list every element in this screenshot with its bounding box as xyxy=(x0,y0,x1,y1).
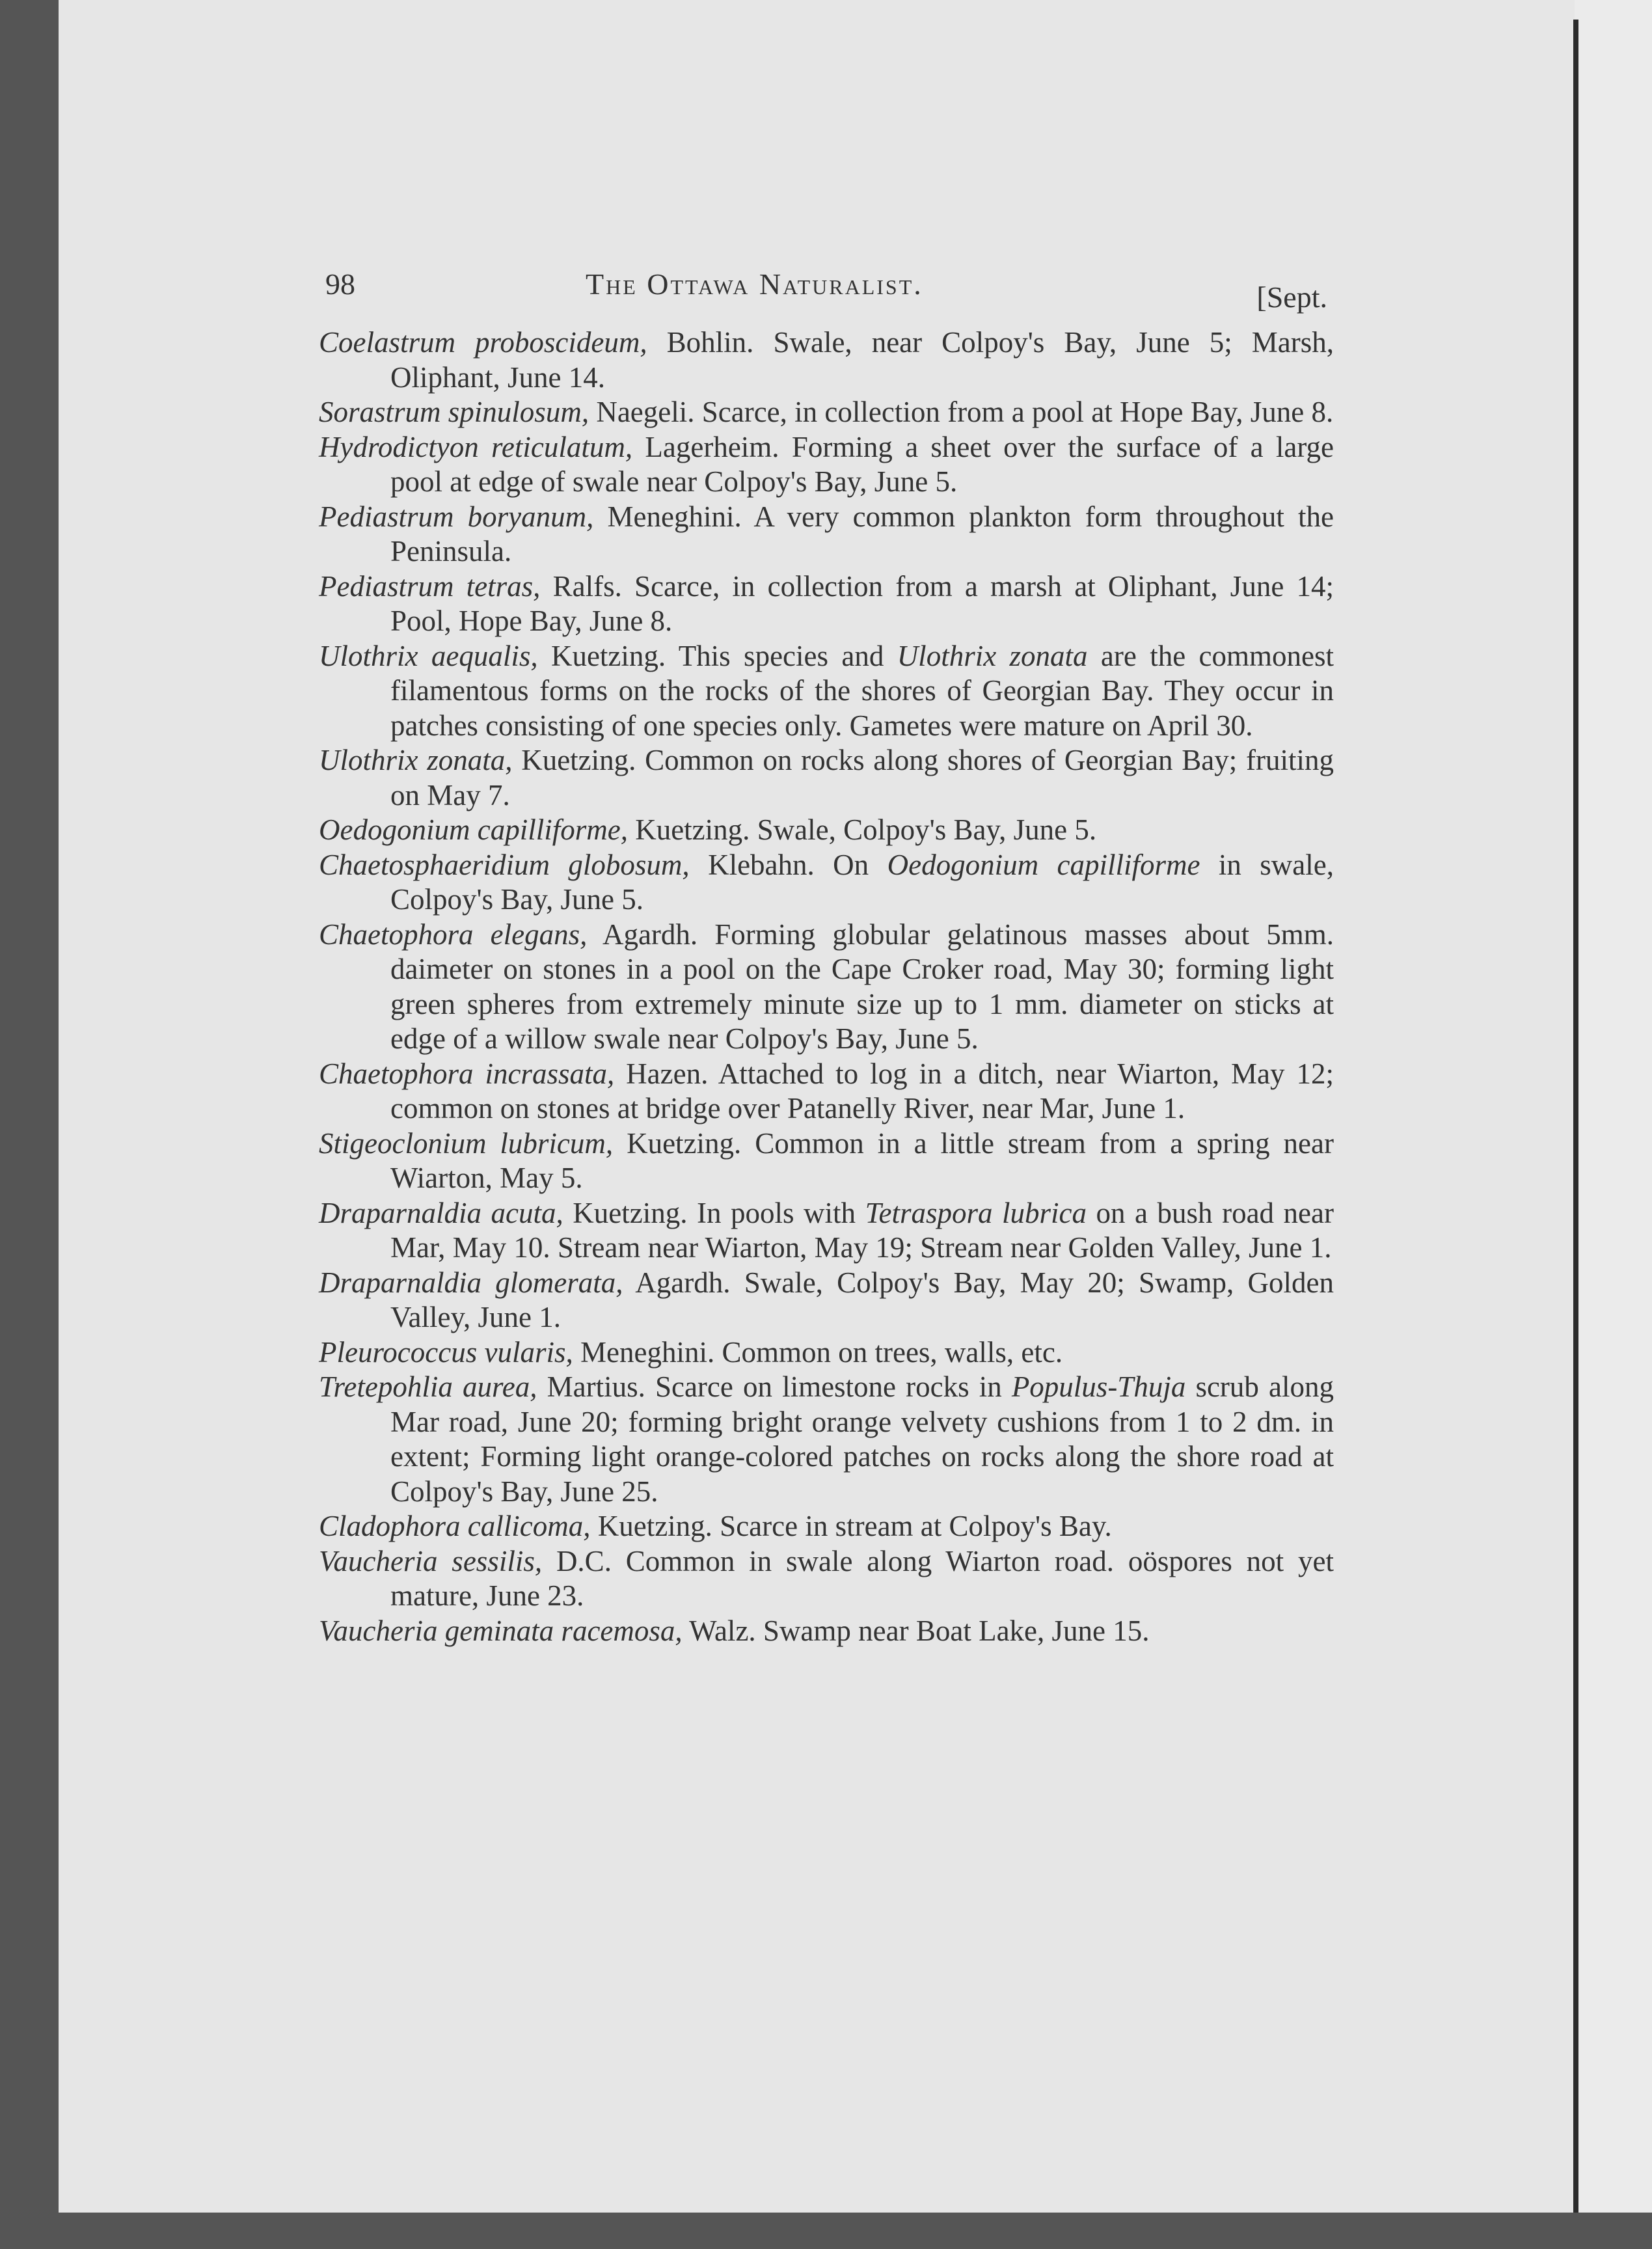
species-name: Chaetophora elegans, xyxy=(319,918,588,951)
species-name: Chaetophora incrassata, xyxy=(319,1057,615,1090)
species-name: Pediastrum boryanum, xyxy=(319,500,594,533)
species-entry xyxy=(319,430,1334,500)
species-name: Stigeoclonium lubricum, xyxy=(319,1126,614,1160)
species-name: Oedogonium capilliforme, xyxy=(319,813,628,846)
species-entry xyxy=(319,1335,1334,1370)
entry-text: Meneghini. A very common plankton form throughout the Peninsula. xyxy=(390,500,1334,567)
running-title: The Ottawa Naturalist. xyxy=(586,267,923,301)
species-entry xyxy=(319,1614,1334,1649)
species-name: Sorastrum spinulosum, xyxy=(319,396,589,428)
entry-text: Ralfs. Scarce, in collection from a marsh at Oliphant, June 14; Pool, Hope Bay, June 8. xyxy=(390,569,1334,637)
species-entry xyxy=(319,569,1334,639)
entry-text: Kuetzing. Common on rocks along shores of Georgian Bay; fruiting on May 7. xyxy=(390,744,1334,811)
entry-text: Bohlin. Swale, near Colpoy's Bay, June 5; Marsh, Oliphant, June 14. xyxy=(390,326,1334,394)
entry-text: Meneghini. Common on trees, walls, etc. xyxy=(573,1335,1063,1369)
species-name: Oedogonium capilliforme xyxy=(887,848,1200,881)
species-name: Tetraspora lubrica xyxy=(865,1196,1087,1229)
entry-text: Martius. Scarce on limestone rocks in xyxy=(537,1370,1012,1403)
species-name: Ulothrix aequalis, xyxy=(319,639,538,672)
species-entry xyxy=(319,395,1334,430)
page-number: 98 xyxy=(325,267,355,301)
species-name: Populus-Thuja xyxy=(1011,1370,1186,1403)
entry-text: Kuetzing. Common in a little stream from a spring near Wiarton, May 5. xyxy=(390,1126,1334,1194)
species-entry xyxy=(319,848,1334,918)
species-name: Tretepohlia aurea, xyxy=(319,1370,537,1403)
entry-text: D.C. Common in swale along Wiarton road. oöspores not yet mature, June 23. xyxy=(390,1544,1334,1612)
entry-text: are the commonest filamentous forms on the rocks of the shores of Georgian Bay. They occur in patches consisting of one species only. Gametes were mature on April 30. xyxy=(390,639,1334,742)
species-entry xyxy=(319,1266,1334,1335)
entry-text: Hazen. Attached to log in a ditch, near Wiarton, May 12; common on stones at bridge over Patanelly River, near Mar, June 1. xyxy=(390,1057,1334,1124)
species-entry xyxy=(319,813,1334,848)
species-name: Cladophora callicoma, xyxy=(319,1510,591,1542)
entry-text: Agardh. Swale, Colpoy's Bay, May 20; Swamp, Golden Valley, June 1. xyxy=(390,1266,1334,1333)
species-name: Pleurococcus vularis, xyxy=(319,1335,573,1369)
species-entry xyxy=(319,743,1334,813)
entry-text: Agardh. Forming globular gelatinous masses about 5mm. daimeter on stones in a pool on the Cape Croker road, May 30; forming light green spheres from extremely minute size up to 1 mm. diameter on sticks at edge of a willow swale near Colpoy's Bay, June 5. xyxy=(390,918,1334,1055)
issue-month: [Sept. xyxy=(1256,280,1327,314)
entry-text: scrub along Mar road, June 20; forming bright orange velvety cushions from 1 to 2 dm. in extent; Forming light orange-colored patches on rocks along the shore road at Colpoy's Bay, June 25. xyxy=(390,1370,1334,1508)
entry-text: Lagerheim. Forming a sheet over the surface of a large pool at edge of swale near Colpoy's Bay, June 5. xyxy=(390,430,1334,498)
species-name: Draparnaldia glomerata, xyxy=(319,1266,623,1299)
species-entry xyxy=(319,1544,1334,1614)
entry-text: Naegeli. Scarce, in collection from a pool at Hope Bay, June 8. xyxy=(589,396,1334,428)
page-edge-rule xyxy=(1573,20,1578,2213)
page-header xyxy=(325,260,1327,314)
species-list xyxy=(319,325,1334,1648)
entry-text: in swale, Colpoy's Bay, June 5. xyxy=(390,848,1334,916)
scan-left-border xyxy=(0,0,59,2249)
species-entry xyxy=(319,325,1334,395)
entry-text: Kuetzing. Scarce in stream at Colpoy's Bay. xyxy=(590,1510,1112,1542)
species-name: Chaetosphaeridium globosum, xyxy=(319,848,690,881)
species-name: Pediastrum tetras, xyxy=(319,569,541,603)
species-entry xyxy=(319,639,1334,744)
species-entry xyxy=(319,500,1334,569)
species-name: Vaucheria geminata racemosa, xyxy=(319,1614,683,1647)
species-entry xyxy=(319,1370,1334,1509)
entry-text: Kuetzing. Swale, Colpoy's Bay, June 5. xyxy=(627,813,1097,846)
species-entry xyxy=(319,1126,1334,1196)
scan-right-margin xyxy=(1575,0,1652,2213)
entry-text: Kuetzing. This species and xyxy=(537,639,897,672)
scan-bottom-border xyxy=(0,2213,1652,2249)
entry-text: Kuetzing. In pools with xyxy=(563,1196,865,1229)
species-name: Ulothrix zonata, xyxy=(319,744,513,776)
entry-text: on a bush road near Mar, May 10. Stream near Wiarton, May 19; Stream near Golden Valley, June 1. xyxy=(390,1196,1334,1264)
entry-text: Walz. Swamp near Boat Lake, June 15. xyxy=(682,1614,1150,1647)
species-name: Vaucheria sessilis, xyxy=(319,1544,543,1577)
species-name: Hydrodictyon reticulatum, xyxy=(319,430,633,463)
species-entry xyxy=(319,1057,1334,1126)
entry-text: Klebahn. On xyxy=(689,848,887,881)
species-name: Ulothrix zonata xyxy=(897,639,1088,672)
species-name: Draparnaldia acuta, xyxy=(319,1196,563,1229)
species-entry xyxy=(319,1196,1334,1266)
species-entry xyxy=(319,918,1334,1057)
species-name: Coelastrum proboscideum, xyxy=(319,326,647,359)
species-entry xyxy=(319,1509,1334,1544)
